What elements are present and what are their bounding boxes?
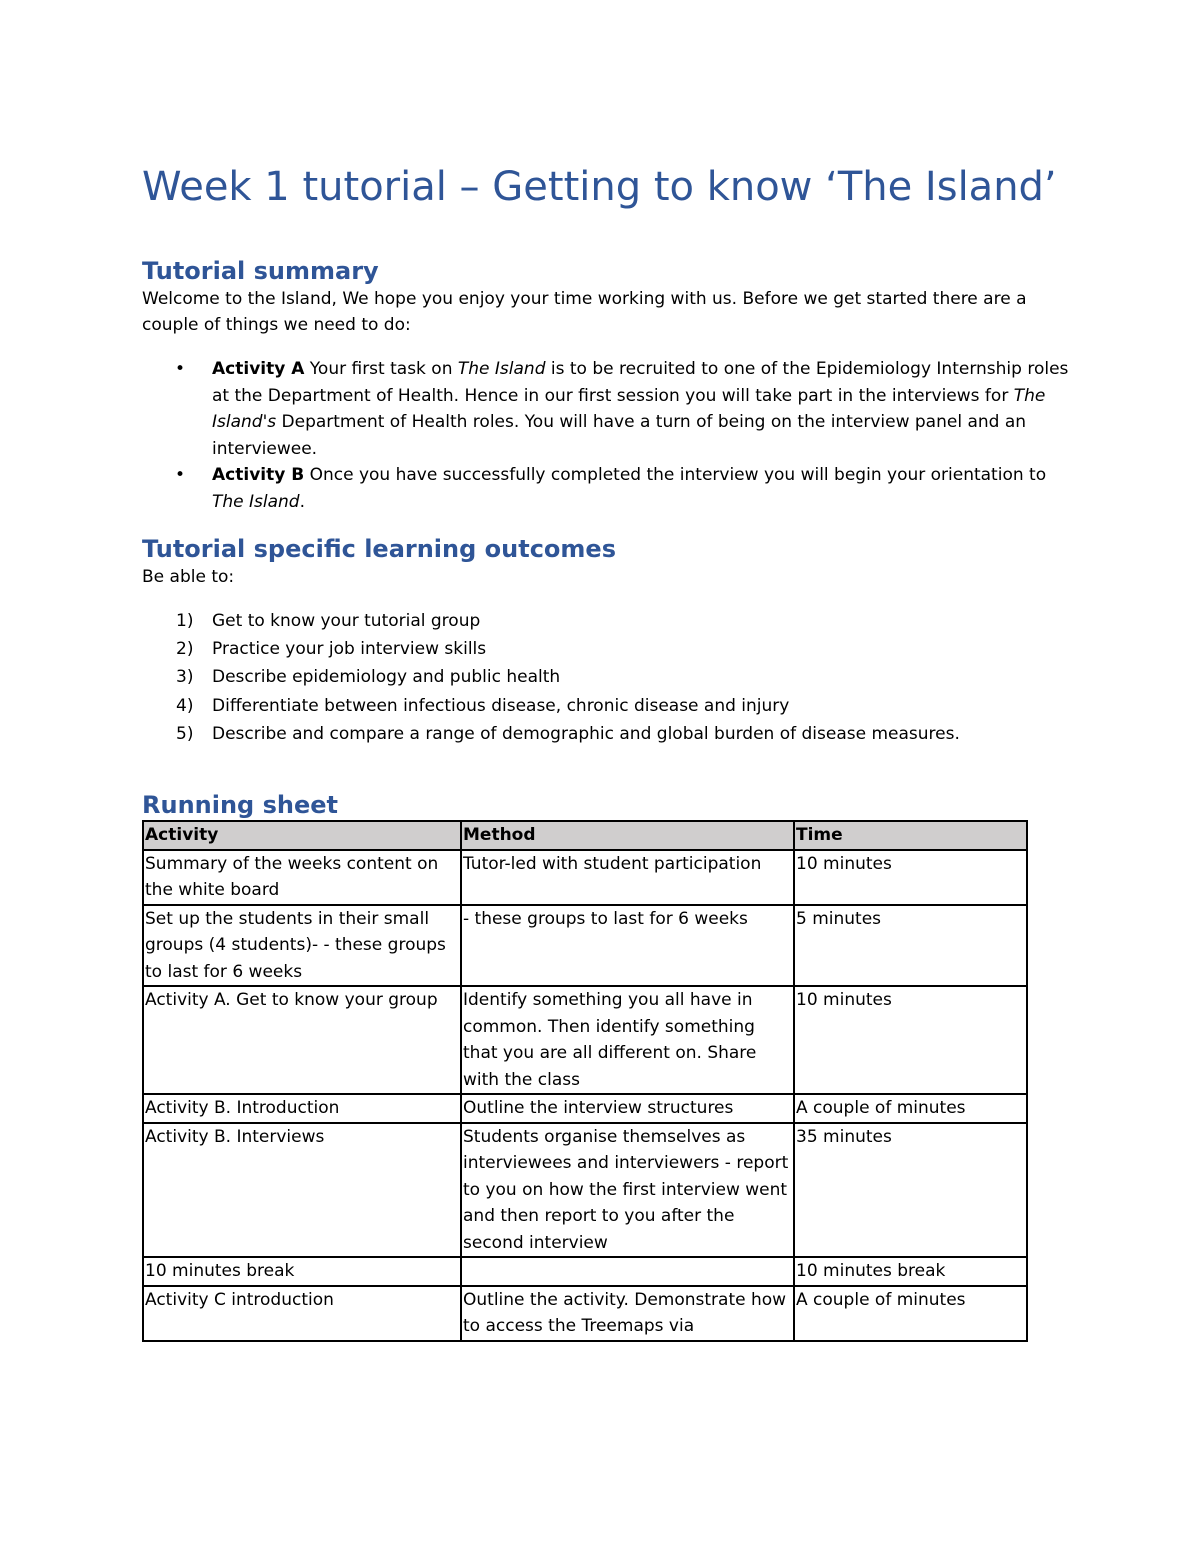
outcome-text: Describe and compare a range of demographic and global burden of disease measures. bbox=[212, 723, 960, 744]
activity-a-item bbox=[175, 356, 1072, 462]
method-cell: Outline the activity. Demonstrate how to access the Treemaps via bbox=[461, 1286, 794, 1341]
method-cell: Students organise themselves as interviewees and interviewers - report to you on how the first interview went and then report to you after the second interview bbox=[461, 1123, 794, 1258]
outcome-number: 3) bbox=[176, 667, 194, 688]
method-cell: Identify something you all have in common. Then identify something that you are all different on. Share with the class bbox=[461, 986, 794, 1094]
method-cell bbox=[461, 1257, 794, 1286]
document-content bbox=[142, 160, 1072, 1342]
bullet-icon: • bbox=[175, 465, 186, 485]
outcome-text: Get to know your tutorial group bbox=[212, 611, 481, 631]
tutorial-summary-heading: Tutorial summary bbox=[142, 257, 379, 285]
outcome-text: Describe epidemiology and public health bbox=[212, 667, 561, 688]
learning-outcomes-heading: Tutorial specific learning outcomes bbox=[142, 535, 616, 563]
outcome-item bbox=[176, 692, 1072, 720]
table-row bbox=[143, 1286, 1027, 1341]
time-cell: 10 minutes bbox=[794, 850, 1027, 905]
activity-a-text-2: is to be recruited to one of the Epidemiology Internship roles at the Department of Health. Hence in our first session you will take part in the interviews for bbox=[212, 359, 1069, 406]
outcome-item bbox=[176, 635, 1072, 663]
summary-intro: Welcome to the Island, We hope you enjoy your time working with us. Before we get started there are a couple of things we need to do: bbox=[142, 289, 1027, 335]
outcomes-intro: Be able to: bbox=[142, 567, 235, 587]
outcome-item bbox=[176, 663, 1072, 691]
table-row bbox=[143, 986, 1027, 1094]
method-cell: - these groups to last for 6 weeks bbox=[461, 905, 794, 987]
outcome-number: 4) bbox=[176, 695, 194, 716]
activity-cell: Activity C introduction bbox=[143, 1286, 461, 1341]
outcome-text: Practice your job interview skills bbox=[212, 639, 487, 660]
activity-a-islands: The Island's bbox=[212, 385, 1046, 432]
time-cell: 35 minutes bbox=[794, 1123, 1027, 1258]
outcome-number: 5) bbox=[176, 723, 194, 744]
activity-b-island: The Island bbox=[212, 491, 300, 512]
method-cell: Outline the interview structures bbox=[461, 1094, 794, 1123]
activity-b-text-2: . bbox=[299, 491, 306, 512]
time-cell: 10 minutes break bbox=[794, 1257, 1027, 1286]
activity-list bbox=[142, 356, 1072, 515]
running-sheet-table bbox=[142, 820, 1028, 1342]
activity-cell: Activity B. Interviews bbox=[143, 1123, 461, 1258]
outcomes-list bbox=[142, 607, 1072, 748]
table-row bbox=[143, 1123, 1027, 1258]
method-cell: Tutor-led with student participation bbox=[461, 850, 794, 905]
activity-a-label: Activity A bbox=[212, 359, 305, 379]
table-header-row bbox=[143, 821, 1027, 850]
outcome-text: Differentiate between infectious disease, chronic disease and injury bbox=[212, 695, 790, 716]
column-header-method: Method bbox=[461, 821, 794, 850]
bullet-icon: • bbox=[175, 359, 186, 379]
activity-cell: Set up the students in their small groups (4 students)- - these groups to last for 6 weeks bbox=[143, 905, 461, 987]
outcome-number: 2) bbox=[176, 639, 194, 660]
time-cell: A couple of minutes bbox=[794, 1286, 1027, 1341]
table-row bbox=[143, 850, 1027, 905]
activity-cell: Activity A. Get to know your group bbox=[143, 986, 461, 1094]
running-sheet-heading: Running sheet bbox=[142, 791, 338, 820]
table-row bbox=[143, 1094, 1027, 1123]
activity-cell: Activity B. Introduction bbox=[143, 1094, 461, 1123]
activity-b-label: Activity B bbox=[212, 465, 305, 485]
activity-cell: 10 minutes break bbox=[143, 1257, 461, 1286]
column-header-time: Time bbox=[794, 821, 1027, 850]
activity-cell: Summary of the weeks content on the white board bbox=[143, 850, 461, 905]
page-title: Week 1 tutorial – Getting to know ‘The Island’ bbox=[142, 164, 1057, 210]
outcome-number: 1) bbox=[176, 611, 194, 631]
column-header-activity: Activity bbox=[143, 821, 461, 850]
table-row bbox=[143, 1257, 1027, 1286]
activity-b-item bbox=[175, 462, 1072, 515]
outcome-item bbox=[176, 607, 1072, 635]
outcome-item bbox=[176, 720, 1072, 748]
activity-b-text-1: Once you have successfully completed the interview you will begin your orientation to bbox=[304, 465, 1047, 485]
time-cell: 5 minutes bbox=[794, 905, 1027, 987]
time-cell: A couple of minutes bbox=[794, 1094, 1027, 1123]
table-row bbox=[143, 905, 1027, 987]
activity-a-island: The Island bbox=[457, 359, 546, 379]
time-cell: 10 minutes bbox=[794, 986, 1027, 1094]
activity-a-text-1: Your first task on bbox=[304, 359, 458, 379]
activity-a-text-3: Department of Health roles. You will have a turn of being on the interview panel and an interviewee. bbox=[212, 412, 1027, 459]
